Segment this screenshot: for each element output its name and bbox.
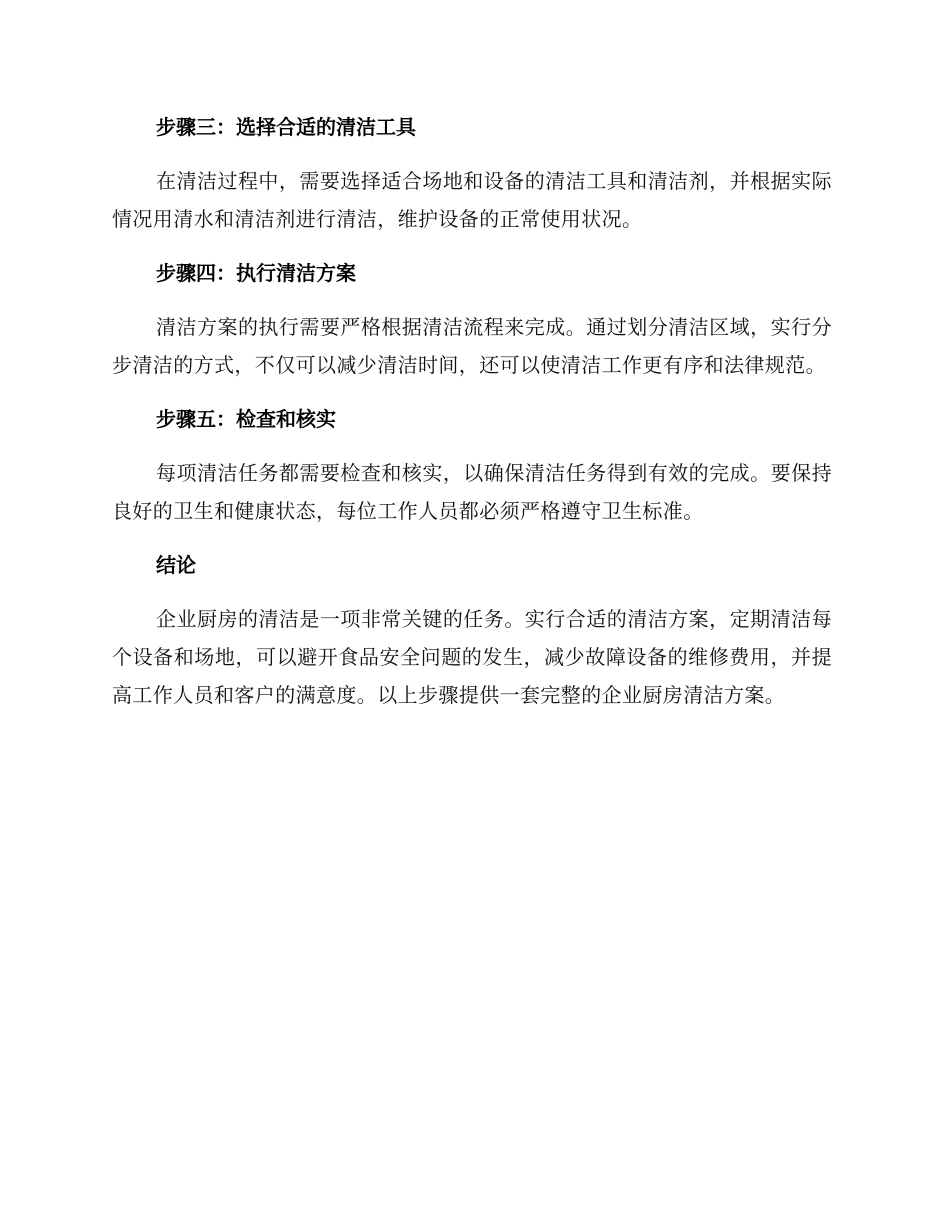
section-paragraph-step-3: 在清洁过程中，需要选择适合场地和设备的清洁工具和清洁剂，并根据实际情况用清水和清洁剂进行清洁，维护设备的正常使用状况。 — [112, 169, 832, 231]
section-paragraph-conclusion: 企业厨房的清洁是一项非常关键的任务。实行合适的清洁方案，定期清洁每个设备和场地，可以避开食品安全问题的发生，减少故障设备的维修费用，并提高工作人员和客户的满意度。以上步骤提供一套完整的企业厨房清洁方案。 — [112, 607, 832, 707]
section-heading-step-5: 步骤五：检查和核实 — [156, 407, 336, 431]
section-paragraph-step-5: 每项清洁任务都需要检查和核实，以确保清洁任务得到有效的完成。要保持良好的卫生和健康状态，每位工作人员都必须严格遵守卫生标准。 — [112, 461, 832, 523]
section-heading-step-3: 步骤三：选择合适的清洁工具 — [156, 115, 416, 139]
section-heading-step-4: 步骤四：执行清洁方案 — [156, 261, 356, 285]
section-heading-conclusion: 结论 — [156, 553, 196, 577]
section-paragraph-step-4: 清洁方案的执行需要严格根据清洁流程来完成。通过划分清洁区域，实行分步清洁的方式，不仅可以减少清洁时间，还可以使清洁工作更有序和法律规范。 — [112, 315, 832, 377]
document-body — [112, 108, 832, 730]
